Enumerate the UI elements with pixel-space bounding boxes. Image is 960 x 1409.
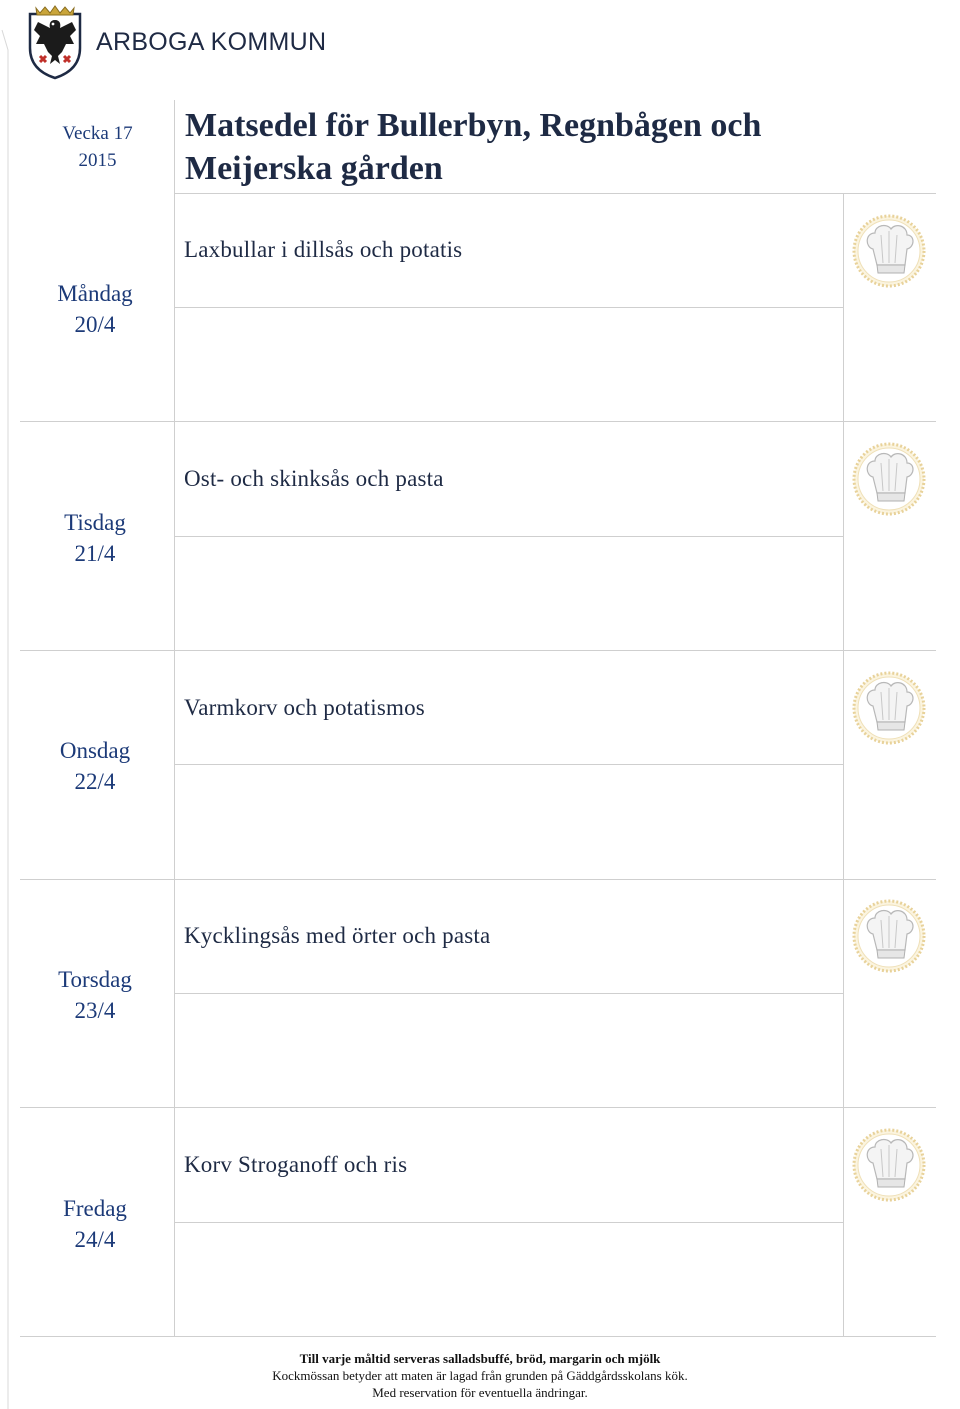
row-rule [174,1222,843,1223]
header-rule [174,193,936,194]
row-rule [174,764,843,765]
week-number: Vecka 17 [62,123,133,144]
chef-hat-icon [851,441,927,517]
chef-hat-icon [851,898,927,974]
day-label [20,964,170,1026]
day-label [20,735,170,797]
footer-notes [160,1350,800,1401]
footer-rule [20,1336,936,1337]
footer-line-reservation: Med reservation för eventuella ändringar. [372,1385,588,1400]
page-edge-mark [0,0,14,1409]
dish-text: Kycklingsås med örter och pasta [184,923,491,948]
day-name: Fredag [63,1196,127,1221]
org-logo [26,4,326,80]
chef-hat-icon [851,670,927,746]
day-name: Onsdag [59,738,131,763]
day-date: 22/4 [74,769,116,794]
column-divider-right [843,193,844,1336]
day-date: 21/4 [74,541,116,566]
footer-line-served: Till varje måltid serveras salladsbuffé, bröd, margarin och mjölk [299,1351,661,1366]
dish-text: Ost- och skinksås och pasta [184,466,444,491]
dish-text: Korv Stroganoff och ris [184,1152,408,1177]
chef-hat-icon [851,213,927,289]
row-rule [174,307,843,308]
day-name: Måndag [57,281,133,306]
column-divider-left [174,100,175,1336]
row-separator [20,879,936,880]
chef-hat-icon [851,1127,927,1203]
dish-text: Laxbullar i dillsås och potatis [184,237,463,262]
page-title: Matsedel för Bullerbyn, Regnbågen och Meijerska gården [185,107,762,187]
day-label [20,278,170,340]
footer-line-chef-hat: Kockmössan betyder att maten är lagad från grunden på Gäddgårdsskolans kök. [272,1368,688,1383]
day-date: 20/4 [74,312,116,337]
day-date: 24/4 [74,1227,116,1252]
coat-of-arms-icon [26,4,84,80]
dish-text: Varmkorv och potatismos [184,695,425,720]
row-rule [174,993,843,994]
day-name: Torsdag [58,967,132,992]
row-separator [20,650,936,651]
week-label [40,120,155,174]
row-separator [20,1107,936,1108]
day-name: Tisdag [64,510,126,535]
row-rule [174,536,843,537]
day-label [20,1193,170,1255]
row-separator [20,421,936,422]
week-year: 2015 [78,150,117,171]
day-label [20,507,170,569]
org-name: ARBOGA KOMMUN [96,27,327,56]
day-date: 23/4 [74,998,116,1023]
